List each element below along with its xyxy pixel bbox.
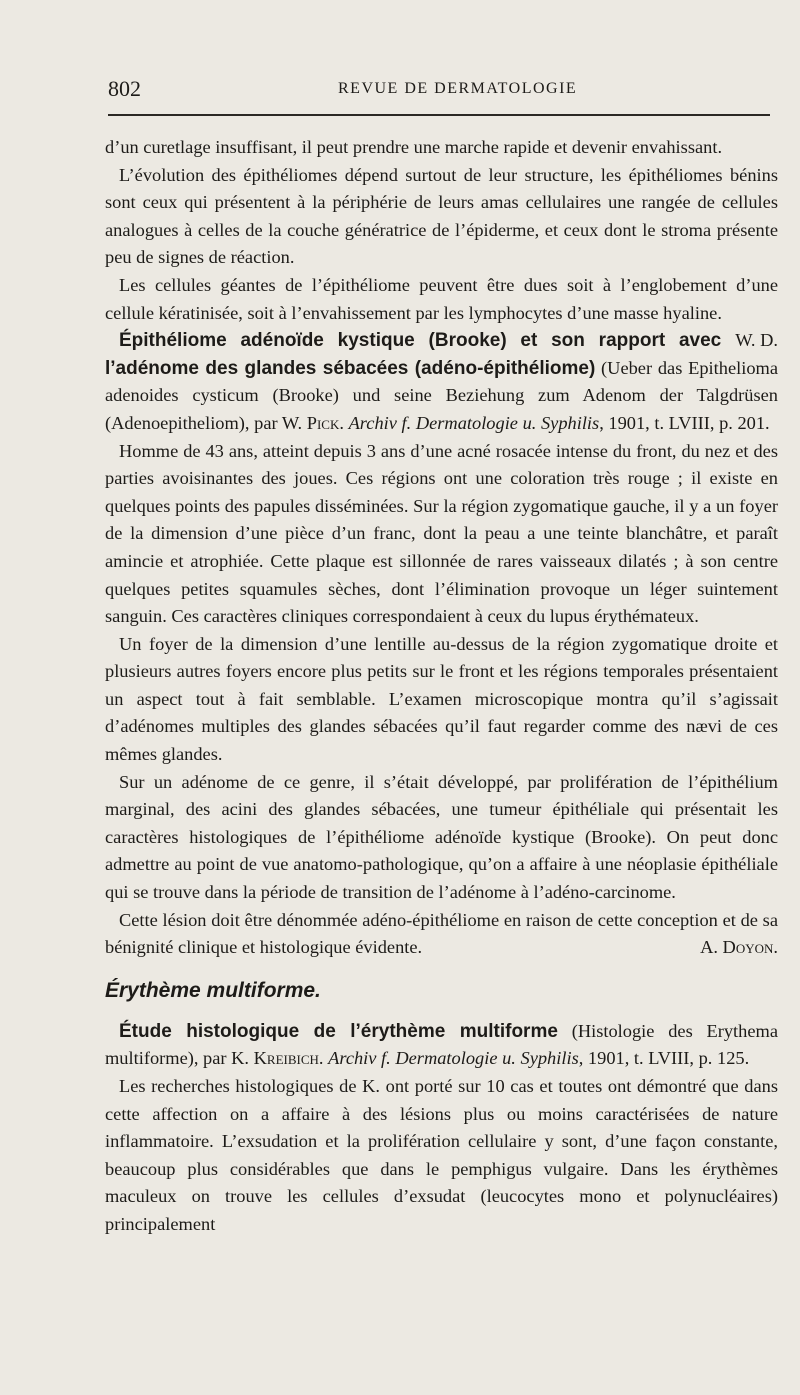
paragraph: Sur un adénome de ce genre, il s’était développé, par prolifération de l’épithélium marginal, des acini des glandes sébacées, une tumeur épithéliale qui présentait les caractères histologiques de l’épithéliome adénoïde kystique (Brooke). On peut donc admettre au point de vue anatomo-pathologique, qu’on a affaire à une néoplasie épithéliale qui se trouve dans la période de transition de l’adénome à l’adéno-carcinome. bbox=[105, 771, 778, 903]
section-title: Érythème multiforme. bbox=[105, 978, 321, 1002]
article-reference: (Histologie des Erythema multiforme), par K. bbox=[105, 1020, 778, 1069]
paragraph: Homme de 43 ans, atteint depuis 3 ans d’une acné rosacée intense du front, du nez et des parties avoisinantes des joues. Ces régions ont une coloration très rouge ; il existe en quelques points des papules disséminées. Sur la région zygomatique gauche, il y a un foyer de la dimension d’une pièce d’un franc, dont la peau a une teinte blanchâtre, et paraît amincie et atrophiée. Cette plaque est sillonnée de rares vaisseaux dilatés ; à son centre quelques petites squamules sèches, dont l’élimination provoque un léger suintement sanguin. Ces caractères cliniques correspondaient à ceux du lupus érythémateux. bbox=[105, 440, 778, 627]
paragraph bbox=[105, 272, 778, 351]
page-header bbox=[108, 72, 770, 112]
paragraph-text: Cette lésion doit être dénommée adéno-épithéliome en raison de cette conception et de sa bénignité clinique et histologique évidente. bbox=[105, 909, 778, 958]
author-signature: W. D. bbox=[735, 330, 778, 351]
reference-details: , 1901, t. LVIII, p. 125. bbox=[578, 1048, 750, 1069]
article-author: Pick bbox=[306, 412, 340, 433]
paragraph: Les recherches histologiques de K. ont porté sur 10 cas et toutes ont démontré que dans cette affection on a affaire à des lésions plus ou moins caractérisées de nature inflammatoire. L’exsudation et la prolifération cellulaire y sont, d’une façon constante, beaucoup plus considérables que dans le pemphigus vulgaire. Dans les érythèmes maculeux on trouve les cellules d’exsudat (leucocytes mono et polynucléaires) principalement bbox=[105, 1076, 778, 1234]
reference-details: , 1901, t. LVIII, p. 201. bbox=[599, 412, 770, 433]
page-body bbox=[105, 134, 778, 1239]
author-signature: A. Doyon. bbox=[700, 937, 778, 958]
paragraph-text: Les cellules géantes de l’épithéliome peuvent être dues soit à l’englobement d’une cellule kératinisée, soit à l’envahissement par les lymphocytes d’une masse hyaline. bbox=[105, 274, 778, 323]
journal-name: Archiv f. Dermatologie u. Syphilis bbox=[348, 412, 600, 433]
journal-name: Archiv f. Dermatologie u. Syphilis bbox=[328, 1048, 579, 1069]
article-heading bbox=[105, 1018, 778, 1073]
paragraph: d’un curetlage insuffisant, il peut prendre une marche rapide et devenir envahissant. bbox=[105, 137, 723, 157]
article-title: Épithéliome adénoïde kystique (Brooke) et son rapport avec l’adénome des glandes sébacées (adéno-épithéliome) bbox=[105, 330, 722, 379]
article-author: Kreibich bbox=[253, 1048, 319, 1069]
page-number: 802 bbox=[108, 76, 141, 101]
paragraph bbox=[105, 907, 778, 962]
article-heading bbox=[105, 327, 778, 437]
paragraph: Un foyer de la dimension d’une lentille au-dessus de la région zygomatique droite et plusieurs autres foyers encore plus petits sur le front et les régions temporales présentaient un aspect tout à fait semblable. L’examen microscopique montra qu’il s’agissait d’adénomes multiples des glandes sébacées qu’il faut regarder comme des nævi de ces mêmes glandes. bbox=[105, 633, 778, 765]
article-reference: (Ueber das Epithelioma adenoides cysticum (Brooke) und seine Beziehung zum Adenom der Talgdrüsen (Adenoepitheliom), par W. bbox=[105, 357, 778, 433]
article-title: Étude histologique de l’érythème multiforme bbox=[119, 1020, 558, 1042]
reference-separator: . bbox=[318, 1048, 329, 1069]
running-title: REVUE DE DERMATOLOGIE bbox=[338, 80, 578, 97]
header-rule bbox=[108, 114, 770, 116]
reference-separator: . bbox=[339, 412, 349, 433]
paragraph: L’évolution des épithéliomes dépend surtout de leur structure, les épithéliomes bénins sont ceux qui présentent à la périphérie de leurs amas cellulaires une rangée de cellules analogues à celles de la couche génératrice de l’épiderme, et ceux dont le stroma présente peu de signes de réaction. bbox=[105, 164, 778, 268]
